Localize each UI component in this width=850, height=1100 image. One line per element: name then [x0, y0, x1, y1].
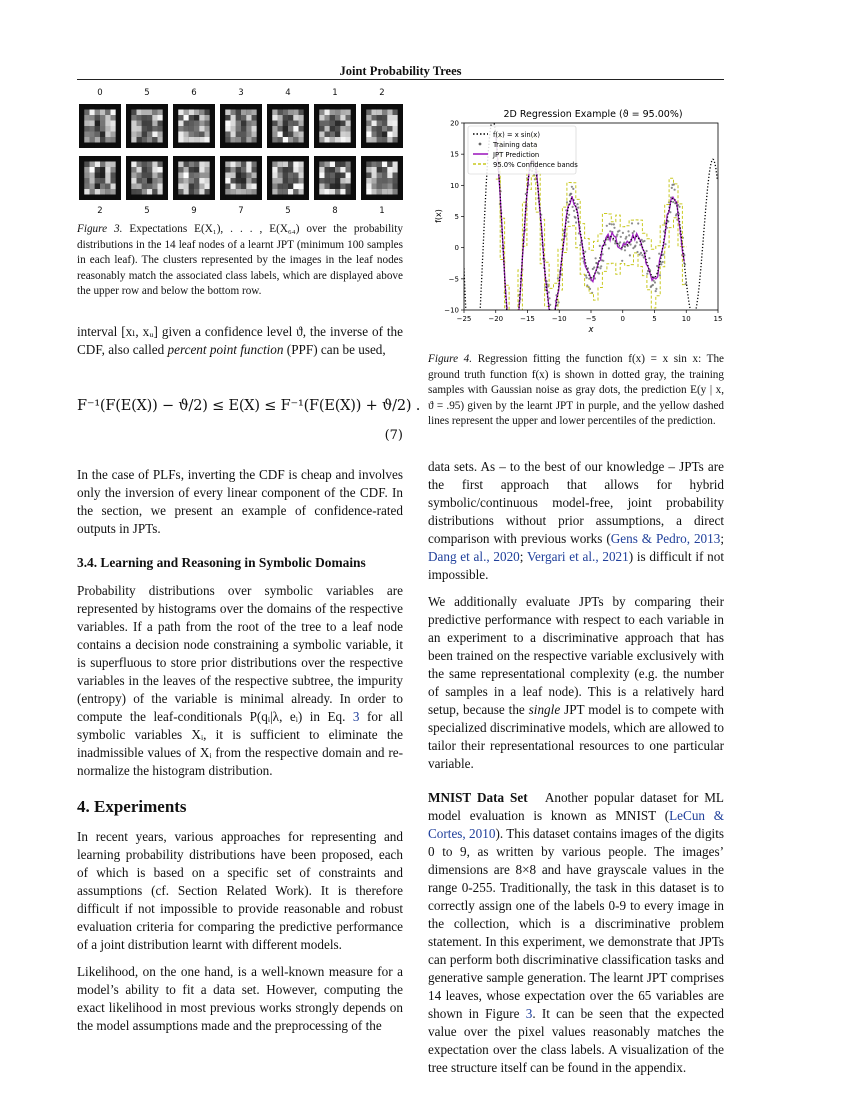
training-point: [598, 272, 600, 274]
training-point: [616, 234, 618, 236]
training-point: [621, 260, 623, 262]
chart-title: 2D Regression Example (ϑ = 95.00%): [503, 109, 683, 120]
x-tick-label: −20: [488, 315, 504, 323]
x-tick-label: 15: [713, 315, 723, 323]
training-point: [633, 230, 635, 232]
figure-3-top-row: [77, 104, 403, 154]
training-point: [629, 254, 631, 256]
equation-7: [77, 390, 421, 460]
legend-label-jpt: JPT Prediction: [493, 151, 540, 159]
training-point: [622, 232, 624, 234]
training-point: [641, 254, 643, 256]
training-point: [625, 236, 627, 238]
figure-4-chart: [428, 104, 728, 336]
training-point: [672, 201, 674, 203]
subsection-heading: 3.4. Learning and Reasoning in Symbolic Domains: [77, 555, 366, 570]
training-point: [655, 290, 657, 292]
digit-label: 3: [238, 88, 244, 98]
training-point: [619, 241, 621, 243]
x-tick-label: 0: [620, 315, 625, 323]
training-point: [586, 277, 588, 279]
figure-3-bottom-row: [77, 156, 403, 206]
figure-3-link[interactable]: 3: [525, 1006, 533, 1021]
training-point: [577, 207, 579, 209]
citation-lecun[interactable]: LeCun & Cortes, 2010: [428, 808, 724, 841]
training-point: [576, 203, 578, 205]
training-point: [606, 225, 608, 227]
training-point: [593, 266, 595, 268]
training-point: [624, 249, 626, 251]
training-point: [568, 214, 570, 216]
paragraph-symbolic: Probability distributions over symbolic variables are represented by histograms over the domains of the respective variables. If a path from the root of the tree to a leaf node contains a decision node constraining a symbolic variable, it is superfluous to store prior distributions over the respective variables in the leaves of the respective subtree, the impurity (entropy) of the variable is minimal already. In order to compute the leaf-conditionals P(qᵢ|λ, eᵢ) in Eq. 3 for all symbolic variables Xᵢ, it is sufficient to eliminate the inadmissible values of Xᵢ from the respective domain and re-normalize the histogram distribution.: [77, 583, 403, 778]
x-tick-label: −5: [585, 315, 597, 323]
digit-label: 4: [285, 88, 291, 98]
digit-label: 8: [332, 206, 338, 216]
training-point: [517, 329, 519, 331]
training-point: [572, 206, 574, 208]
paragraph-data-sets: data sets. As – to the best of our knowledge – JPTs are the first approach that allows for hybrid symbolic/continuous model-free, joint probability distributions without prior assumptions, a direct comparison with previous works (Gens & Pedro, 2013; Dang et al., 2020; Vergari et al., 2021) is difficult if not impossible.: [428, 459, 725, 582]
training-point: [655, 288, 657, 290]
equation-number: (7): [384, 428, 403, 443]
training-point: [516, 333, 518, 335]
training-point: [630, 243, 632, 245]
expectation-image: [361, 156, 403, 200]
figure-3-top-labels: [77, 88, 403, 104]
training-point: [648, 257, 650, 259]
x-axis-label: x: [588, 325, 594, 335]
expectation-image: [79, 104, 121, 148]
legend-swatch-data: [479, 143, 482, 146]
training-point: [573, 210, 575, 212]
expectation-image: [314, 156, 356, 200]
digit-label: 7: [238, 206, 244, 216]
legend-label-data: Training data: [493, 141, 538, 149]
digit-label: 1: [332, 88, 338, 98]
training-point: [609, 223, 611, 225]
training-point: [643, 240, 645, 242]
training-point: [551, 330, 553, 332]
training-point: [574, 217, 576, 219]
y-tick-label: 5: [454, 213, 459, 221]
paragraph-plf: In the case of PLFs, inverting the CDF is cheap and involves only the inversion of every linear component of the CDF. In the section, we present an example of confidence-rated outputs in JPTs.: [77, 467, 403, 536]
left-column-main: [77, 466, 403, 1044]
training-point: [579, 244, 581, 246]
training-point: [659, 274, 661, 276]
training-point: [581, 257, 583, 259]
training-point: [631, 222, 633, 224]
x-tick-label: −10: [551, 315, 567, 323]
paragraph-likelihood: Likelihood, on the one hand, is a well-known measure for a model’s ability to fit a data set. However, computing the exact likelihood in most previous works strongly depends on the model assumptions made and the preprocessing of the: [77, 964, 403, 1033]
training-point: [646, 273, 648, 275]
y-tick-label: 10: [450, 181, 459, 190]
digit-label: 5: [144, 206, 150, 216]
training-point: [567, 221, 569, 223]
citation-dang[interactable]: Dang et al., 2020: [428, 549, 520, 564]
paragraph-discriminative: We additionally evaluate JPTs by comparing their predictive performance with respect to each variable in an experiment to a discriminative approach that has been trained on the respective variable exclusively with the same representational complexity (e.g. the number of samples in a leaf node). This is a relatively hard setup, because the single JPT model is to compete with specialized discriminative models, which are allowed to tailor their representational resources to one particular variable.: [428, 594, 724, 771]
training-point: [549, 304, 551, 306]
training-point: [600, 265, 602, 267]
chart-legend: [468, 126, 578, 174]
y-tick-label: −10: [444, 306, 459, 315]
expectation-image: [314, 104, 356, 148]
equation-body: F⁻¹(F(E(X)) − ϑ/2) ≤ E(X) ≤ F⁻¹(F(E(X)) + ϑ/2) .: [77, 398, 421, 414]
expectation-image: [126, 104, 168, 148]
training-point: [571, 186, 573, 188]
training-point: [599, 245, 601, 247]
section-heading: 4. Experiments: [77, 797, 187, 816]
training-point: [575, 221, 577, 223]
training-point: [658, 253, 660, 255]
training-point: [618, 230, 620, 232]
training-point: [662, 254, 664, 256]
training-point: [640, 252, 642, 254]
training-point: [572, 188, 574, 190]
training-point: [608, 247, 610, 249]
training-point: [628, 234, 630, 236]
eq-3-link[interactable]: 3: [352, 709, 360, 724]
figure-3-bottom-labels: [77, 206, 403, 222]
training-point: [584, 251, 586, 253]
expectation-image: [267, 104, 309, 148]
expectation-image: [173, 104, 215, 148]
paragraph-ppf: interval [xₗ, xᵤ] given a confidence level ϑ, the inverse of the CDF, also called percent point function (PPF) can be used,: [77, 324, 403, 357]
digit-label: 9: [191, 206, 197, 216]
training-point: [637, 222, 639, 224]
digit-label: 6: [191, 88, 197, 98]
figure-3-image-grid: [77, 88, 403, 222]
expectation-image: [220, 104, 262, 148]
citation-vergari[interactable]: Vergari et al., 2021: [526, 549, 629, 564]
mnist-run-in-heading: MNIST Data Set: [428, 790, 528, 805]
training-point: [613, 227, 615, 229]
training-point: [634, 245, 636, 247]
digit-label: 5: [144, 88, 150, 98]
training-point: [652, 284, 654, 286]
training-point: [611, 223, 613, 225]
training-point: [646, 250, 648, 252]
y-tick-label: 20: [450, 119, 459, 128]
training-point: [674, 189, 676, 191]
x-tick-label: 5: [652, 315, 657, 323]
training-point: [585, 274, 587, 276]
x-tick-label: −25: [456, 315, 472, 323]
paragraph-mnist: MNIST Data Set Another popular dataset for ML model evaluation is known as MNIST (LeCun & Cortes, 2010). This dataset contains images of the digits 0 to 9, as written by various people. The images’ dimensions are 8×8 and have grayscale values in the range 0-255. Traditionally, the task in this dataset is to correctly assign one of the labels 0-9 to every image in the collection, which is a discriminative problem statement. In this experiment, we demonstrate that JPTs can perform both discriminative classification tasks and generative sample generation. The learnt JPT comprises 14 leaves, whose expectation over the 65 variables are shown in Figure 3. It can be seen that the expected value over the pixel values reasonably matches the expectation over the class labels. A visualization of the tree structure itself can be found in the appendix.: [428, 790, 725, 1075]
running-header: Joint Probability Trees: [339, 64, 462, 78]
training-point: [548, 297, 550, 299]
training-point: [627, 230, 629, 232]
training-point: [662, 261, 664, 263]
expectation-image: [173, 156, 215, 200]
training-point: [507, 332, 509, 334]
legend-label-bands: 95.0% Confidence bands: [493, 161, 578, 169]
y-axis-label: f(x): [434, 209, 443, 223]
expectation-image: [126, 156, 168, 200]
figure-4-caption: Figure 4. Regression fitting the function f(x) = x sin x: The ground truth function f(x) is shown in dotted gray, the training samples with Gaussian noise as gray dots, the prediction E(y | x, ϑ = .95) given by the learnt JPT in purple, and the yellow dashed lines represent the upper and lower percentiles of the prediction.: [428, 353, 725, 427]
expectation-image: [267, 156, 309, 200]
training-point: [620, 236, 622, 238]
y-tick-label: 0: [454, 244, 459, 253]
header-rule: [77, 79, 724, 80]
training-point: [595, 257, 597, 259]
paragraph-recent-years: In recent years, various approaches for representing and learning probability distributions have been proposed, each of which is based on a specific set of constraints and assumptions (cf. Section Related Work). It is therefore difficult if not impossible to provide reasonable and robust evaluation criteria for comparing the predictive performance of a joint distribution learnt with different models.: [77, 829, 403, 952]
training-point: [609, 230, 611, 232]
training-point: [570, 193, 572, 195]
right-column: [428, 458, 724, 1086]
y-tick-label: 15: [450, 150, 459, 159]
figure-3-caption: Figure 3. Expectations E(X₁), . . . , E(X₆₄) over the probability distributions in the 14 leaf nodes of a learnt JPT (minimum 100 samples in each leaf). The clusters represented by the images in the leaf nodes reasonably match the associated class labels, which are displayed above the upper row and below the bottom row.: [77, 223, 403, 297]
expectation-image: [220, 156, 262, 200]
training-point: [664, 243, 666, 245]
training-point: [660, 263, 662, 265]
training-point: [678, 206, 680, 208]
digit-label: 2: [379, 88, 385, 98]
legend-label-truth: f(x) = x sin(x): [493, 131, 540, 139]
x-tick-label: 10: [681, 315, 691, 323]
training-point: [599, 267, 601, 269]
digit-label: 5: [285, 206, 291, 216]
citation-gens[interactable]: Gens & Pedro, 2013: [610, 531, 721, 546]
training-point: [507, 328, 509, 330]
digit-label: 0: [97, 88, 103, 98]
expectation-image: [79, 156, 121, 200]
expectation-image: [361, 104, 403, 148]
digit-label: 2: [97, 206, 103, 216]
training-point: [671, 187, 673, 189]
training-point: [636, 241, 638, 243]
digit-label: 1: [379, 206, 385, 216]
left-column-top: [77, 323, 403, 368]
x-tick-label: −15: [520, 315, 535, 323]
training-point: [602, 260, 604, 262]
y-tick-label: −5: [448, 275, 459, 284]
training-point: [654, 281, 656, 283]
regression-chart-svg: [428, 104, 728, 336]
training-point: [516, 328, 518, 330]
training-point: [613, 223, 615, 225]
